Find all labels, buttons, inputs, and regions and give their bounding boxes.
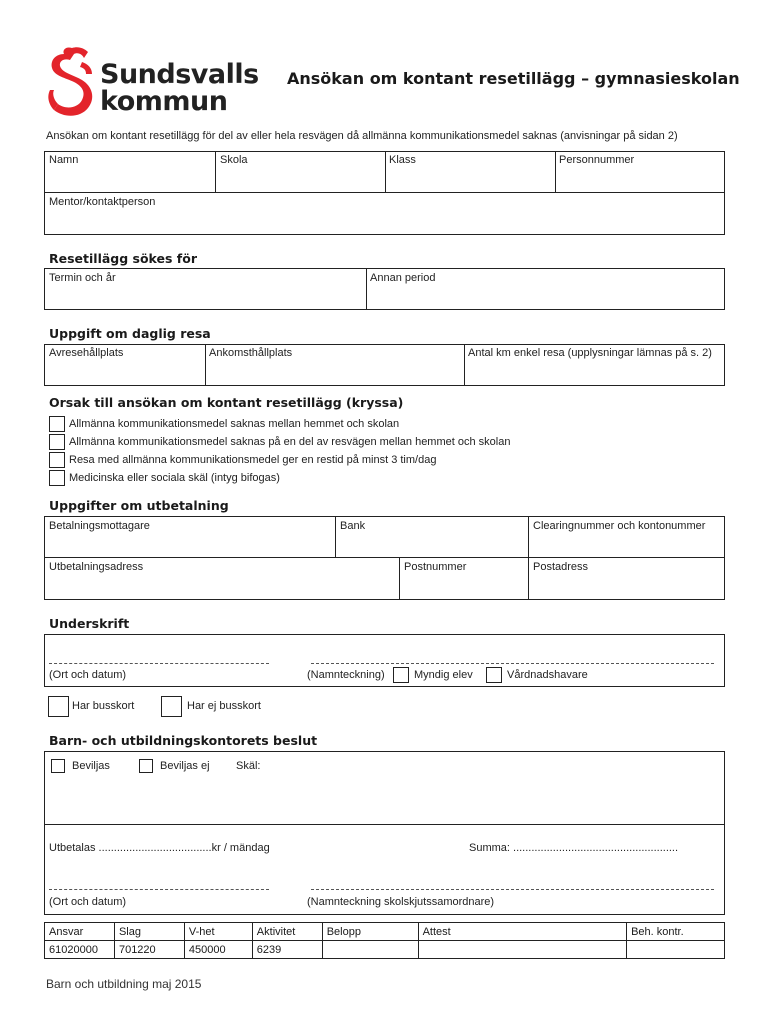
ankomst-field[interactable]: Ankomsthållplats <box>209 347 293 359</box>
account-header: Ansvar <box>45 923 115 941</box>
myndig-elev-label: Myndig elev <box>414 669 473 681</box>
myndig-elev-checkbox[interactable] <box>393 667 409 683</box>
account-value[interactable]: 6239 <box>252 941 322 959</box>
orsak-option-4: Medicinska eller sociala skäl (intyg bifogas) <box>69 472 280 484</box>
orsak-option-2: Allmänna kommunikationsmedel saknas på en del av resvägen mellan hemmet och skolan <box>69 436 511 448</box>
logo-line-2: kommun <box>100 86 228 117</box>
beslut-ort-label: (Ort och datum) <box>49 896 127 908</box>
account-header-row <box>45 923 725 941</box>
beslut-namnteckning-line[interactable] <box>311 889 714 890</box>
orsak-heading: Orsak till ansökan om kontant resetillägg (kryssa) <box>49 395 404 410</box>
mottagare-field[interactable]: Betalningsmottagare <box>49 520 150 532</box>
clearing-field[interactable]: Clearingnummer och kontonummer <box>533 520 706 532</box>
resetillagg-heading: Resetillägg sökes för <box>49 251 197 266</box>
orsak-checkbox-1[interactable] <box>49 416 65 432</box>
klass-field[interactable]: Klass <box>389 154 416 166</box>
beviljas-ej-label: Beviljas ej <box>160 760 210 772</box>
har-busskort-checkbox[interactable] <box>48 696 69 717</box>
avrese-field[interactable]: Avresehållplats <box>49 347 124 359</box>
har-ej-busskort-label: Har ej busskort <box>187 700 261 712</box>
logo <box>42 44 259 120</box>
bank-field[interactable]: Bank <box>340 520 366 532</box>
orsak-checkbox-4[interactable] <box>49 470 65 486</box>
beslut-namnteckning-label: (Namnteckning skolskjutssamordnare) <box>307 896 495 908</box>
beviljas-label: Beviljas <box>72 760 110 772</box>
footer-text: Barn och utbildning maj 2015 <box>46 977 202 991</box>
account-value[interactable] <box>627 941 725 959</box>
account-header: Aktivitet <box>252 923 322 941</box>
summa-field[interactable]: Summa: ...................................................... <box>469 842 679 854</box>
intro-text: Ansökan om kontant resetillägg för del av eller hela resvägen då allmänna kommunikationsmedel saknas (anvisningar på sidan 2) <box>46 130 678 142</box>
namn-field[interactable]: Namn <box>49 154 79 166</box>
account-value[interactable]: 61020000 <box>45 941 115 959</box>
termin-field[interactable]: Termin och år <box>49 272 116 284</box>
vardnadshavare-checkbox[interactable] <box>486 667 502 683</box>
account-table <box>44 922 725 959</box>
beviljas-ej-checkbox[interactable] <box>139 759 153 773</box>
namnteckning-label: (Namnteckning) <box>307 669 385 681</box>
adress-field[interactable]: Utbetalningsadress <box>49 561 144 573</box>
account-value[interactable] <box>322 941 418 959</box>
beviljas-checkbox[interactable] <box>51 759 65 773</box>
account-header: V-het <box>184 923 252 941</box>
ort-datum-label: (Ort och datum) <box>49 669 127 681</box>
vardnadshavare-label: Vårdnadshavare <box>507 669 588 681</box>
account-header: Beh. kontr. <box>627 923 725 941</box>
account-header: Attest <box>418 923 627 941</box>
page-title: Ansökan om kontant resetillägg – gymnasieskolan <box>287 69 740 88</box>
logo-line-1: Sundsvalls <box>100 59 259 90</box>
personnummer-field[interactable]: Personnummer <box>559 154 635 166</box>
orsak-option-1: Allmänna kommunikationsmedel saknas mellan hemmet och skolan <box>69 418 400 430</box>
annan-period-field[interactable]: Annan period <box>370 272 436 284</box>
km-field[interactable]: Antal km enkel resa (upplysningar lämnas på s. 2) <box>468 347 712 359</box>
mentor-field[interactable]: Mentor/kontaktperson <box>49 196 156 208</box>
postadress-field[interactable]: Postadress <box>533 561 589 573</box>
ort-datum-line[interactable] <box>49 663 269 664</box>
orsak-option-3: Resa med allmänna kommunikationsmedel ger en restid på minst 3 tim/dag <box>69 454 437 466</box>
skal-label[interactable]: Skäl: <box>236 760 261 772</box>
har-busskort-label: Har busskort <box>72 700 135 712</box>
account-header: Slag <box>114 923 184 941</box>
beslut-heading: Barn- och utbildningskontorets beslut <box>49 733 318 748</box>
namnteckning-line[interactable] <box>311 663 714 664</box>
postnummer-field[interactable]: Postnummer <box>404 561 467 573</box>
beslut-box <box>44 751 725 915</box>
resa-heading: Uppgift om daglig resa <box>49 326 211 341</box>
utbetalas-field[interactable]: Utbetalas .....................................kr / mändag <box>49 842 270 854</box>
beslut-ort-line[interactable] <box>49 889 269 890</box>
har-ej-busskort-checkbox[interactable] <box>161 696 182 717</box>
underskrift-heading: Underskrift <box>49 616 130 631</box>
orsak-checkbox-3[interactable] <box>49 452 65 468</box>
utbetalning-heading: Uppgifter om utbetalning <box>49 498 229 513</box>
sundsvall-dragon-logo-icon <box>42 44 98 120</box>
account-header: Belopp <box>322 923 418 941</box>
account-value[interactable] <box>418 941 627 959</box>
orsak-checkbox-2[interactable] <box>49 434 65 450</box>
account-value-row <box>45 941 725 959</box>
account-value[interactable]: 701220 <box>114 941 184 959</box>
account-value[interactable]: 450000 <box>184 941 252 959</box>
skola-field[interactable]: Skola <box>220 154 248 166</box>
